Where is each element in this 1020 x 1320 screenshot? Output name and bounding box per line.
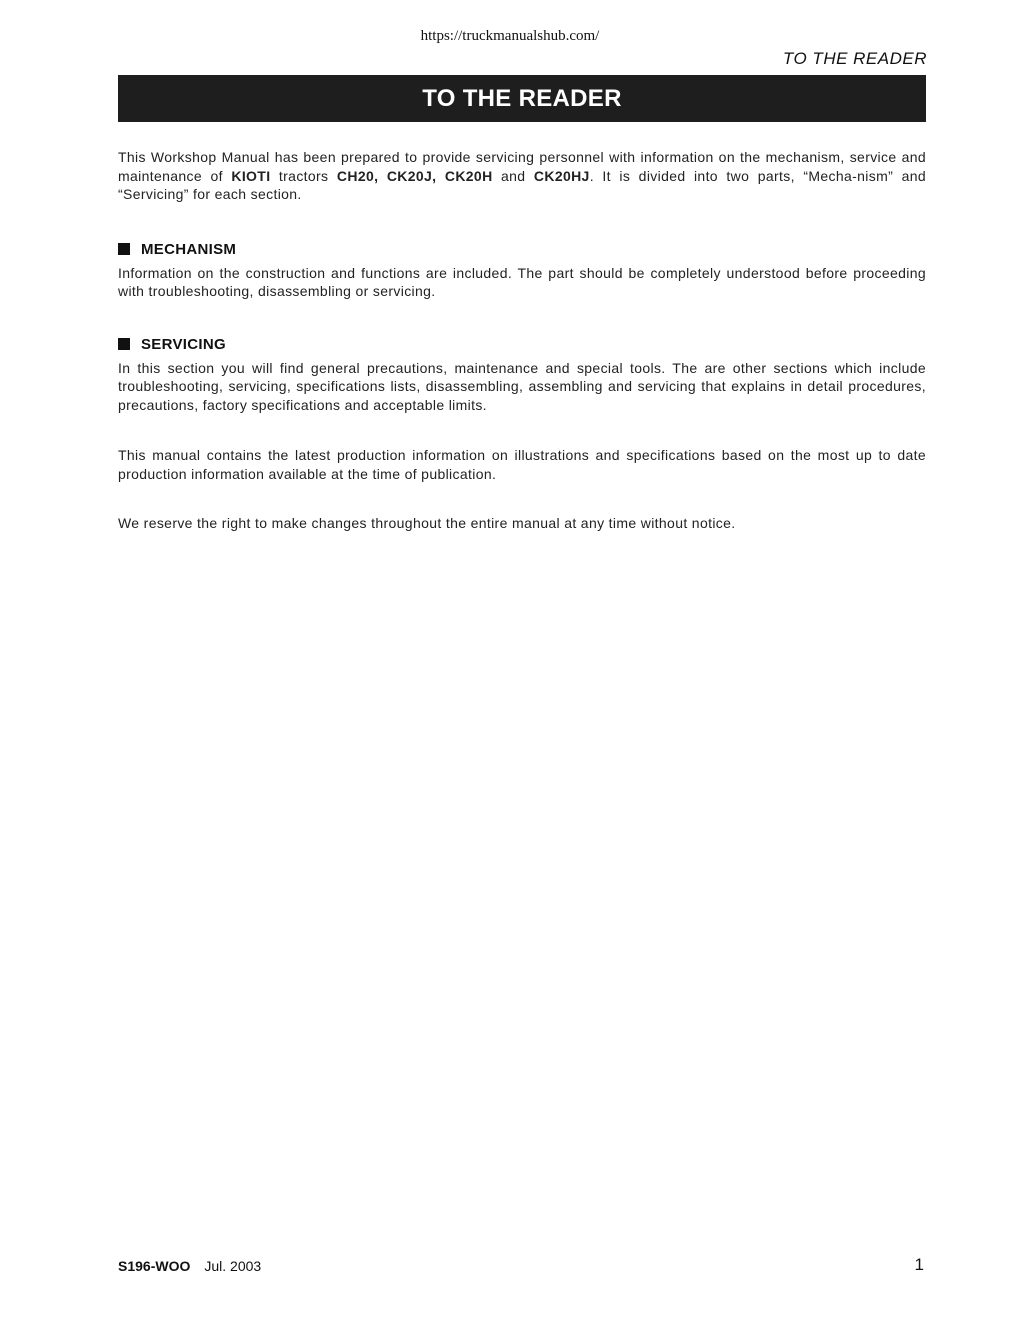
section-heading-label: MECHANISM bbox=[141, 240, 237, 258]
title-banner bbox=[118, 75, 926, 122]
square-bullet-icon bbox=[118, 338, 130, 350]
intro-text-2: tractors bbox=[270, 167, 337, 184]
publication-code: S196-WOO bbox=[118, 1258, 191, 1274]
brand-name: KIOTI bbox=[231, 167, 271, 184]
section-heading-servicing bbox=[118, 336, 926, 353]
section-heading-mechanism bbox=[118, 241, 926, 258]
page-number: 1 bbox=[914, 1255, 924, 1274]
intro-paragraph bbox=[118, 148, 926, 204]
model-list: CH20, CK20J, CK20H bbox=[336, 167, 493, 184]
square-bullet-icon bbox=[118, 243, 130, 255]
publication-date: Jul. 2003 bbox=[204, 1258, 262, 1274]
note-paragraph: This manual contains the latest production information on illustrations and specifications based on the most up to date production information available at the time of publication. bbox=[118, 447, 926, 482]
footer-publication bbox=[118, 1258, 261, 1274]
running-head: TO THE READER bbox=[782, 49, 927, 68]
intro-text-3: and bbox=[492, 167, 534, 184]
section-body-servicing: In this section you will find general precautions, maintenance and special tools. The are other sections which include troubleshooting, servicing, specifications lists, disassembling, assembling and servicing that explains in detail procedures, precautions, factory specifications and acceptable limits. bbox=[118, 359, 926, 413]
section-heading-label: SERVICING bbox=[141, 335, 226, 353]
note-paragraph: We reserve the right to make changes throughout the entire manual at any time without notice. bbox=[118, 515, 736, 531]
intro-text-1: This Workshop Manual has been prepared to provide servicing personnel with information on the mechanism, service and maintenance of bbox=[118, 149, 926, 184]
model-last: CK20HJ bbox=[533, 167, 590, 184]
source-url: https://truckmanualshub.com/ bbox=[420, 28, 600, 44]
main-content bbox=[118, 148, 926, 533]
intro-text-4: . It is divided into two parts, “Mecha-nism” and “Servicing” for each section. bbox=[118, 167, 926, 202]
page-title: TO THE READER bbox=[422, 84, 622, 112]
section-body-mechanism: Information on the construction and functions are included. The part should be completely understood before proceeding with troubleshooting, disassembling or servicing. bbox=[118, 264, 926, 299]
